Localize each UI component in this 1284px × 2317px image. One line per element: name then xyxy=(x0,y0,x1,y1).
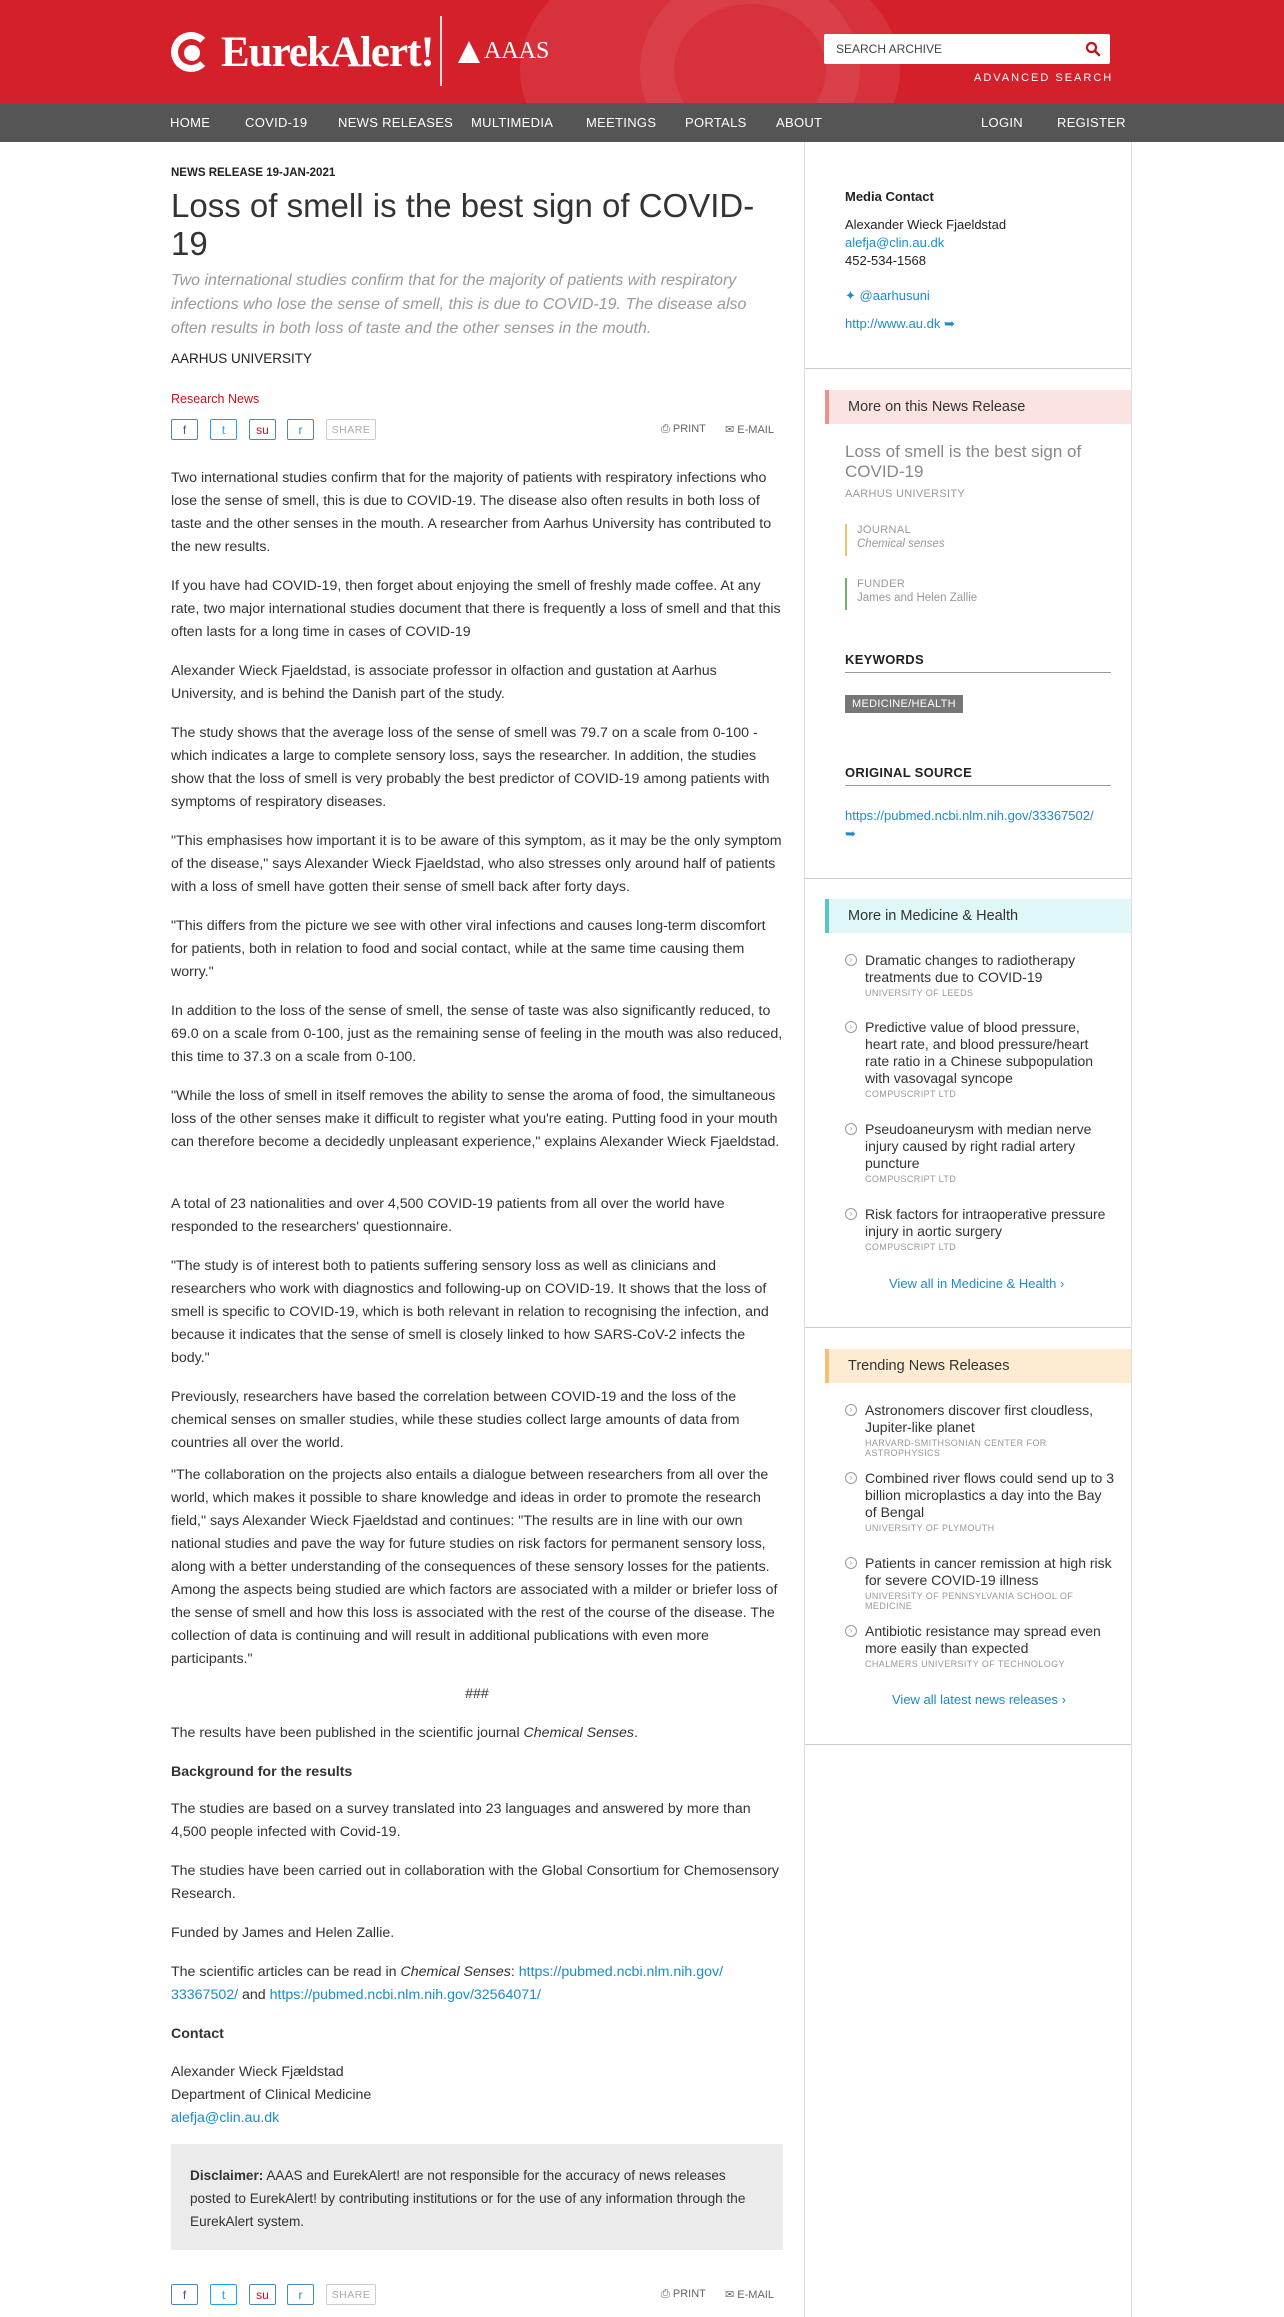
article-subtitle: Two international studies confirm that for the majority of patients with respiratory infections who lose the sense of smell, this is due to COVID-19. The disease also often results in both loss of taste and the other senses in the mouth. xyxy=(171,272,747,337)
list-item[interactable] xyxy=(845,1470,1115,1533)
print-label: PRINT xyxy=(672,423,706,435)
reddit-share-button[interactable]: r xyxy=(287,419,314,440)
paragraph: "The collaboration on the projects also entails a dialogue between researchers from all over the world, which makes it possible to share knowledge and ideas in order to promote the research field," says Alexander Wieck Fjaeldstad and continues: "The results are in line with our own national studies and pave the way for future studies on risk factors for permanent sensory loss, along with a better understanding of the consequences of these sensory losses for the patients. Among the aspects being studied are which factors are associated with a milder or briefer loss of the sense of smell and how this loss is associated with the rest of the course of the disease. The collection of data is continuing and will result in additional publications with even more participants." xyxy=(171,1467,778,1667)
nav-home[interactable]: HOME xyxy=(170,115,211,130)
list-item[interactable] xyxy=(845,1206,1115,1252)
disclaimer-label: Disclaimer: xyxy=(190,2168,264,2183)
twitter-icon: ✦ xyxy=(845,288,860,303)
background-heading-text: Background for the results xyxy=(171,1764,353,1780)
nav-news-releases[interactable]: NEWS RELEASES xyxy=(338,115,454,130)
articles-colon: : xyxy=(510,1964,519,1980)
list-item[interactable] xyxy=(845,1019,1115,1099)
arrow-circle-icon: › xyxy=(845,1557,857,1569)
share-button[interactable]: SHARE xyxy=(326,419,376,440)
journal-block xyxy=(845,524,945,556)
arrow-circle-icon: › xyxy=(845,1021,857,1033)
item-source: HARVARD-SMITHSONIAN CENTER FOR ASTROPHYSICS xyxy=(865,1438,1047,1458)
twitter-share-button[interactable]: t xyxy=(210,2284,237,2305)
paragraph: A total of 23 nationalities and over 4,500 COVID-19 patients from all over the world have responded to the researchers' questionnaire. xyxy=(171,1196,725,1235)
funder-block xyxy=(845,578,977,610)
website-url: http://www.au.dk xyxy=(845,316,941,331)
item-source: CHALMERS UNIVERSITY OF TECHNOLOGY xyxy=(865,1659,1065,1669)
media-contact-email[interactable]: alefja@clin.au.dk xyxy=(845,235,945,250)
search-box xyxy=(824,34,1110,64)
view-all-medicine-label: View all in Medicine & Health xyxy=(889,1276,1057,1291)
logo-text: EurekAlert! xyxy=(221,28,434,76)
nav-about[interactable]: ABOUT xyxy=(776,115,823,130)
paragraph: Funded by James and Helen Zallie. xyxy=(171,1925,395,1941)
contact-name: Alexander Wieck Fjældstad xyxy=(171,2064,344,2080)
contact-heading xyxy=(171,2023,783,2046)
item-title: Dramatic changes to radiotherapy treatments due to COVID-19 xyxy=(865,952,1076,985)
original-source-link[interactable] xyxy=(845,807,1115,843)
separator: ### xyxy=(465,1686,489,1702)
trending-header: Trending News Releases xyxy=(825,1349,1131,1383)
sidebar-divider xyxy=(805,1744,1131,1745)
item-source: COMPUSCRIPT LTD xyxy=(865,1089,957,1099)
paragraph: "While the loss of smell in itself removes the ability to sense the aroma of food, the simultaneous loss of the other senses make it difficult to register what you're eating. Putting food in your mouth can therefore become a decidedly unpleasant experience," explains Alexander Wieck Fjaeldstad. xyxy=(171,1088,780,1150)
stumbleupon-share-button[interactable]: su xyxy=(249,2284,276,2305)
paragraph: "The study is of interest both to patients suffering sensory loss as well as clinicians and researchers who work with diagnostics and following-up on COVID-19. It shows that the loss of smell is specific to COVID-19, which is both relevant in relation to recognising the infection, and because it indicates that the sense of smell is closely linked to how SARS-CoV-2 infects the body." xyxy=(171,1258,769,1366)
website-link[interactable] xyxy=(845,316,955,332)
view-all-latest-label: View all latest news releases xyxy=(892,1692,1058,1707)
list-item[interactable] xyxy=(845,1623,1115,1669)
share-bar-bottom xyxy=(171,2284,781,2306)
nav-covid19[interactable]: COVID-19 xyxy=(245,115,308,130)
aaas-text: AAAS xyxy=(484,38,550,64)
item-title: Antibiotic resistance may spread even more easily than expected xyxy=(865,1623,1101,1656)
item-source: UNIVERSITY OF LEEDS xyxy=(865,988,974,998)
page-title: Loss of smell is the best sign of COVID-19 xyxy=(171,187,755,262)
search-icon[interactable] xyxy=(1076,35,1110,63)
envelope-icon: ✉ xyxy=(725,424,738,436)
facebook-share-button[interactable]: f xyxy=(171,419,198,440)
share-button[interactable]: SHARE xyxy=(326,2284,376,2305)
arrow-circle-icon: › xyxy=(845,1625,857,1637)
arrow-circle-icon: › xyxy=(845,1404,857,1416)
paragraph: Previously, researchers have based the correlation between COVID-19 and the loss of the chemical senses on smaller studies, while these studies collect large amounts of data from countries all over the world. xyxy=(171,1389,740,1451)
eurekalert-logo[interactable] xyxy=(171,28,434,76)
item-title: Patients in cancer remission at high risk for severe COVID-19 illness xyxy=(865,1555,1112,1588)
item-title: Risk factors for intraoperative pressure injury in aortic surgery xyxy=(865,1206,1106,1239)
item-source: COMPUSCRIPT LTD xyxy=(865,1174,957,1184)
list-item[interactable] xyxy=(845,1402,1115,1458)
media-contact-phone: 452-534-1568 xyxy=(845,253,926,268)
logo-swirl-icon xyxy=(171,32,215,72)
site-header xyxy=(0,0,1284,103)
email-link[interactable] xyxy=(725,423,774,436)
twitter-link[interactable] xyxy=(845,288,930,304)
print-icon: ⎙ xyxy=(661,2288,673,2300)
media-contact-name: Alexander Wieck Fjaeldstad xyxy=(845,217,1007,232)
external-link-icon: ➥ xyxy=(940,316,955,331)
paragraph: "This differs from the picture we see with other viral infections and causes long-term discomfort for patients, both in relation to food and social contact, while at the same time causing them worry." xyxy=(171,918,766,980)
item-title: Combined river flows could send up to 3 billion microplastics a day into the Bay of Bengal xyxy=(865,1470,1115,1520)
release-institution: AARHUS UNIVERSITY xyxy=(845,488,966,500)
paragraph: Alexander Wieck Fjaeldstad, is associate professor in olfaction and gustation at Aarhus University, and is behind the Danish part of the study. xyxy=(171,663,717,702)
aaas-triangle-icon xyxy=(458,41,480,63)
category-link[interactable]: Research News xyxy=(171,392,260,406)
print-label: PRINT xyxy=(672,2288,706,2300)
contact-department: Department of Clinical Medicine xyxy=(171,2087,372,2103)
journal-name: Chemical Senses xyxy=(523,1725,634,1741)
print-icon: ⎙ xyxy=(661,423,673,435)
view-all-medicine-link[interactable] xyxy=(889,1276,1064,1291)
aaas-logo[interactable] xyxy=(458,38,549,65)
main-nav xyxy=(0,103,1284,142)
original-source-url: https://pubmed.ncbi.nlm.nih.gov/33367502/ xyxy=(845,808,1094,823)
journal-value: Chemical senses xyxy=(857,538,945,550)
keywords-heading: KEYWORDS xyxy=(845,652,1111,673)
paragraph: The studies have been carried out in collaboration with the Global Consortium for Chemosensory Research. xyxy=(171,1863,780,1902)
arrow-circle-icon: › xyxy=(845,1472,857,1484)
paragraph: The studies are based on a survey translated into 23 languages and answered by more than 4,500 people infected with Covid-19. xyxy=(171,1801,751,1840)
contact-email-line xyxy=(171,2107,783,2130)
paragraph: The study shows that the average loss of the sense of smell was 79.7 on a scale from 0-100 - which indicates a large to complete sensory loss, says the researcher. In addition, the studies show that the loss of smell is very probably the best predictor of COVID-19 among patients with symptoms of respiratory diseases. xyxy=(171,725,770,810)
nav-portals[interactable]: PORTALS xyxy=(685,115,747,130)
nav-meetings[interactable]: MEETINGS xyxy=(586,115,657,130)
pubmed-link-2[interactable]: https://pubmed.ncbi.nlm.nih.gov/32564071/ xyxy=(269,1987,541,2003)
disclaimer-text: AAAS and EurekAlert! are not responsible for the accuracy of news releases posted to EurekAlert! by contributing institutions or for the use of any information through the EurekAlert system. xyxy=(190,2168,746,2229)
print-link[interactable] xyxy=(661,2288,706,2301)
paragraph: If you have had COVID-19, then forget about enjoying the smell of freshly made coffee. At any rate, two major international studies document that there is frequently a loss of smell and that this often lasts for a long time in cases of COVID-19 xyxy=(171,578,781,640)
item-source: COMPUSCRIPT LTD xyxy=(865,1242,957,1252)
paragraph: In addition to the loss of the sense of smell, the sense of taste was also significantly reduced, to 69.0 on a scale from 0-100, just as the remaining sense of feeling in the mouth was also reduced, this time to 37.3 on a scale from 0-100. xyxy=(171,1003,783,1065)
paragraph: "This emphasises how important it is to be aware of this symptom, as it may be the only symptom of the disease," says Alexander Wieck Fjaeldstad, who also stresses only around half of patients with a loss of smell have gotten their sense of smell back after forty days. xyxy=(171,833,782,895)
articles-prefix: The scientific articles can be read in xyxy=(171,1964,401,1980)
logo-divider xyxy=(440,16,442,86)
item-source: UNIVERSITY OF PENNSYLVANIA SCHOOL OF MEDICINE xyxy=(865,1591,1074,1611)
stumbleupon-share-button[interactable]: su xyxy=(249,419,276,440)
view-all-latest-link[interactable] xyxy=(892,1692,1066,1707)
email-label: E-MAIL xyxy=(737,2289,774,2301)
item-title: Pseudoaneurysm with median nerve injury caused by right radial artery puncture xyxy=(865,1121,1092,1171)
keyword-tag[interactable]: MEDICINE/HEALTH xyxy=(845,695,963,713)
articles-and: and xyxy=(238,1987,270,2003)
advanced-search-link[interactable]: ADVANCED SEARCH xyxy=(974,72,1114,84)
pubmed-link-1[interactable]: https://pubmed.ncbi.nlm.nih.gov/ 33367502/ xyxy=(171,1964,724,2003)
list-item[interactable] xyxy=(845,1121,1115,1184)
article-institution: AARHUS UNIVERSITY xyxy=(171,351,313,366)
email-label: E-MAIL xyxy=(737,424,774,436)
contact-email-link[interactable]: alefja@clin.au.dk xyxy=(171,2110,280,2126)
articles-journal: Chemical Senses xyxy=(400,1964,511,1980)
nav-multimedia[interactable]: MULTIMEDIA xyxy=(471,115,554,130)
media-contact-label: Media Contact xyxy=(845,189,934,204)
journal-label: JOURNAL xyxy=(857,524,912,536)
contact-heading-text: Contact xyxy=(171,2026,224,2042)
published-prefix: The results have been published in the scientific journal xyxy=(171,1725,524,1741)
sidebar xyxy=(804,142,1132,2317)
nav-login[interactable]: LOGIN xyxy=(981,115,1023,130)
arrow-circle-icon: › xyxy=(845,1208,857,1220)
external-link-icon: ➥ xyxy=(845,826,856,841)
reddit-share-button[interactable]: r xyxy=(287,2284,314,2305)
release-date: NEWS RELEASE 19-JAN-2021 xyxy=(171,167,336,179)
release-title[interactable]: Loss of smell is the best sign of COVID-19 xyxy=(845,442,1082,481)
published-suffix: . xyxy=(633,1725,638,1741)
funder-label: FUNDER xyxy=(857,578,906,590)
item-title: Astronomers discover first cloudless, Jupiter-like planet xyxy=(865,1402,1093,1435)
more-on-release-header: More on this News Release xyxy=(825,390,1131,424)
chevron-right-icon: › xyxy=(1056,1276,1065,1291)
email-link[interactable] xyxy=(725,2288,774,2301)
nav-register[interactable]: REGISTER xyxy=(1057,115,1126,130)
arrow-circle-icon: › xyxy=(845,1123,857,1135)
share-bar-top xyxy=(171,419,781,441)
item-title: Predictive value of blood pressure, heart rate, and blood pressure/heart rate ratio in a Chinese subpopulation with vasovagal syncope xyxy=(865,1019,1094,1086)
facebook-share-button[interactable]: f xyxy=(171,2284,198,2305)
list-item[interactable] xyxy=(845,1555,1115,1611)
articles-note xyxy=(171,1961,783,2007)
background-heading xyxy=(171,1761,783,1784)
sidebar-divider xyxy=(805,368,1131,369)
envelope-icon: ✉ xyxy=(725,2289,738,2301)
item-source: UNIVERSITY OF PLYMOUTH xyxy=(865,1523,995,1533)
original-source-heading: ORIGINAL SOURCE xyxy=(845,765,1111,786)
list-item[interactable] xyxy=(845,952,1115,998)
more-in-medicine-header: More in Medicine & Health xyxy=(825,899,1131,933)
funder-value: James and Helen Zallie xyxy=(857,592,978,604)
chevron-right-icon: › xyxy=(1057,1692,1066,1707)
paragraph: Two international studies confirm that for the majority of patients with respiratory infections who lose the sense of smell, this is due to COVID-19. The disease also often results in both loss of taste and the other senses in the mouth. A researcher from Aarhus University has contributed to the new results. xyxy=(171,470,772,555)
published-note xyxy=(171,1722,783,1745)
twitter-share-button[interactable]: t xyxy=(210,419,237,440)
print-link[interactable] xyxy=(661,423,706,436)
sidebar-divider xyxy=(805,1327,1131,1328)
disclaimer-box xyxy=(171,2144,783,2250)
sidebar-divider xyxy=(805,878,1131,879)
arrow-circle-icon: › xyxy=(845,954,857,966)
twitter-handle: @aarhusuni xyxy=(859,288,930,303)
search-input[interactable] xyxy=(824,35,1076,63)
